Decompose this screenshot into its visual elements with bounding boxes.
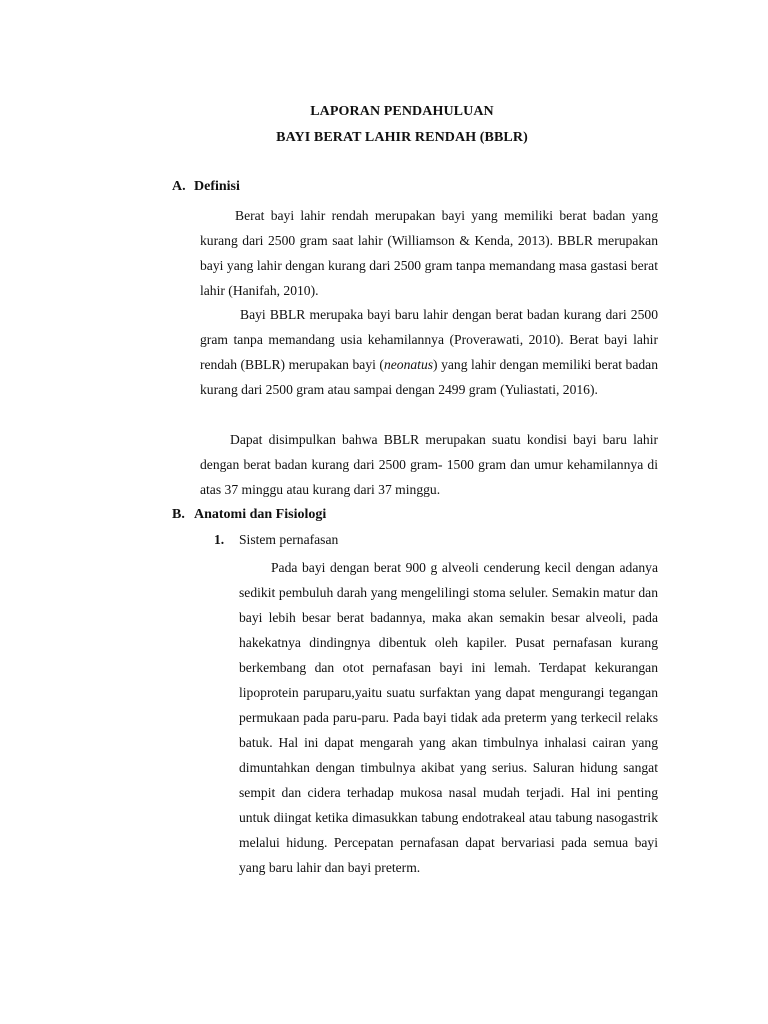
subsection-1-number: 1. — [214, 532, 225, 547]
subsection-1-title: Sistem pernafasan — [239, 532, 339, 547]
neonatus-term: neonatus — [383, 357, 434, 372]
definition-paragraph-3 — [200, 427, 658, 502]
respiratory-paragraph-text: Pada bayi dengan berat 900 g alveoli cenderung kecil dengan adanya sedikit pembuluh darah yang mengelilingi stoma seluler. Semakin matur dan bayi lebih besar berat badannya, maka akan semakin besar alveoli, pada hakekatnya dindingnya dibentuk oleh kapiler. Pusat pernafasan kurang berkembang dan otot pernafasan bayi ini lemah. Terdapat kekurangan lipoprotein paruparu,yaitu suatu surfaktan yang dapat mengurangi tegangan permukaan pada paru-paru. Pada bayi tidak ada preterm yang terkecil relaks batuk. Hal ini dapat mengarah yang akan timbulnya inhalasi cairan yang dimuntahkan dengan timbulnya akibat yang serius. Saluran hidung sangat sempit dan cidera terhadap mukosa nasal mudah terjadi. Hal ini penting untuk diingat ketika dimasukkan tabung endotrakeal atau tabung nasogastrik melalui hidung. Percepatan pernafasan dapat bervariasi pada semua bayi yang baru lahir dan bayi preterm. — [239, 560, 658, 875]
definition-paragraph-1-text: Berat bayi lahir rendah merupakan bayi yang memiliki berat badan yang kurang dari 2500 gram saat lahir (Williamson & Kenda, 2013). BBLR merupakan bayi yang lahir dengan kurang dari 2500 gram tanpa memandang masa gastasi berat lahir (Hanifah, 2010). — [200, 208, 658, 298]
section-b-title: Anatomi dan Fisiologi — [194, 507, 327, 522]
subsection-1-heading — [214, 532, 338, 548]
definition-paragraph-3-text: Dapat disimpulkan bahwa BBLR merupakan suatu kondisi bayi baru lahir dengan berat badan kurang dari 2500 gram- 1500 gram dan umur kehamilannya di atas 37 minggu atau kurang dari 37 minggu. — [200, 432, 658, 497]
definition-paragraph-2-text: Bayi BBLR merupaka bayi baru lahir dengan berat badan kurang dari 2500 gram tanpa memandang usia kehamilannya (Proverawati, 2010). Berat bayi lahir rendah (BBLR) merupakan bayi ( — [200, 307, 658, 372]
definition-paragraph-2 — [200, 302, 658, 402]
definition-paragraph-1 — [200, 203, 658, 303]
section-a-title: Definisi — [194, 179, 240, 194]
respiratory-paragraph — [239, 555, 658, 880]
document-title: LAPORAN PENDAHULUAN — [310, 104, 494, 119]
document-subtitle: BAYI BERAT LAHIR RENDAH (BBLR) — [276, 130, 528, 145]
definition-paragraph-2-text-end: ) yang lahir dengan memiliki berat badan kurang dari 2500 gram atau sampai dengan 2499 gram (Yuliastati, 2016). — [200, 357, 658, 397]
section-a-heading — [172, 179, 240, 195]
section-b-letter: B. — [172, 507, 185, 522]
section-b-heading — [172, 507, 326, 523]
section-a-letter: A. — [172, 179, 186, 194]
